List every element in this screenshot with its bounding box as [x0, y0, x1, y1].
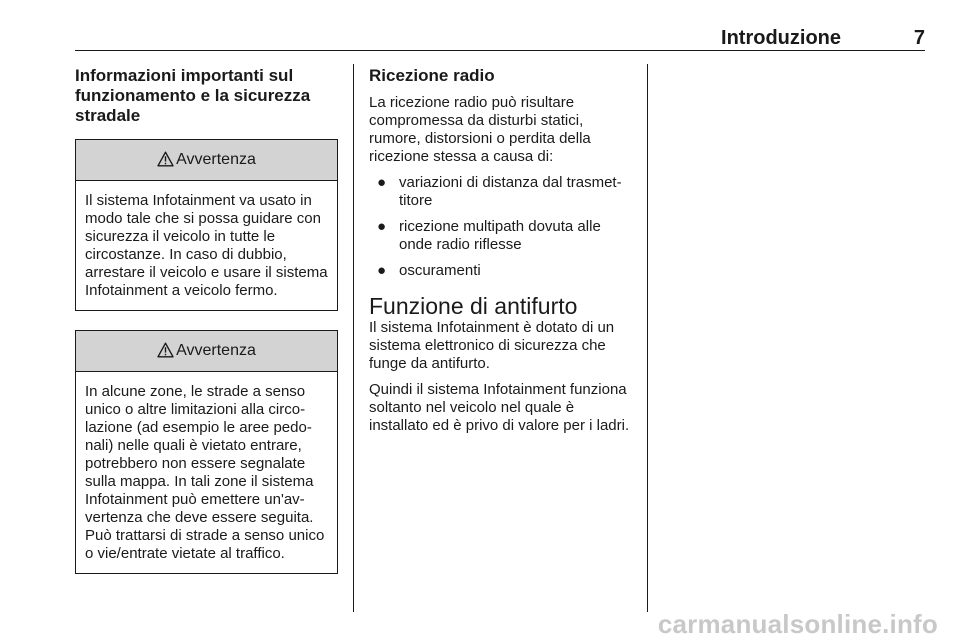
- list-item-text: ricezione multipath dovuta alle onde radio riflesse: [399, 218, 601, 253]
- warning-heading: Avvertenza: [176, 342, 256, 359]
- column-divider-right: [647, 64, 648, 612]
- warning-header: [76, 140, 337, 181]
- warning-heading: Avvertenza: [176, 151, 256, 168]
- warning-triangle-icon: [157, 151, 174, 167]
- bullet-icon: ●: [377, 262, 387, 279]
- left-column: [75, 66, 338, 593]
- page-number: 7: [913, 27, 925, 49]
- chapter-title: Introduzione: [721, 27, 841, 49]
- section-title-radio: Ricezione radio: [369, 66, 495, 85]
- warning-triangle-icon: [157, 342, 174, 358]
- header-rule: [75, 50, 925, 51]
- bullet-icon: ●: [377, 174, 387, 191]
- column-divider-left: [353, 64, 354, 612]
- page-header: [75, 26, 925, 50]
- radio-bullet-list: [369, 174, 634, 280]
- list-item: [369, 262, 634, 280]
- list-item: [369, 174, 634, 210]
- warning-box: [75, 330, 338, 574]
- warning-text: In alcune zone, le strade a senso unico o altre limitazioni alla circolazione (ad esempio le aree pedonali) nelle quali è vietato entrare, potrebbero non essere segnalate sulla mappa. In tali zone il sistema Infotainment può emettere un'avvertenza che deve essere seguita. Può trattarsi di strade a senso unico o vie/entrate vietate al traffico.: [85, 383, 325, 562]
- section-title-safety: Informazioni importanti sul funzionamento e la sicurezza stradale: [75, 66, 311, 125]
- warning-header: [76, 331, 337, 372]
- warning-text: Il sistema Infotainment va usato in modo tale che si possa guidare con sicurezza il veicolo in tutte le circostanze. In caso di dubbio, arrestare il veicolo e usare il sistema Infotainment a veicolo fermo.: [85, 192, 328, 299]
- bullet-icon: ●: [377, 218, 387, 235]
- antitheft-paragraph: Il sistema Infotainment è dotato di un sistema elettronico di sicurezza che funge da antifurto.: [369, 319, 615, 372]
- middle-column: [369, 66, 634, 443]
- list-item: [369, 218, 634, 254]
- radio-intro-paragraph: La ricezione radio può risultare compromessa da disturbi statici, rumore, distorsioni o perdita della ricezione stessa a causa di:: [369, 94, 591, 165]
- list-item-text: variazioni di distanza dal trasmettitore: [399, 174, 622, 209]
- section-title-antitheft: Funzione di antifurto: [369, 293, 578, 319]
- watermark: carmanualsonline.info: [657, 609, 938, 639]
- warning-box: [75, 139, 338, 311]
- antitheft-paragraph: Quindi il sistema Infotainment funziona soltanto nel veicolo nel quale è installato ed è privo di valore per i ladri.: [369, 381, 630, 434]
- list-item-text: oscuramenti: [399, 262, 481, 279]
